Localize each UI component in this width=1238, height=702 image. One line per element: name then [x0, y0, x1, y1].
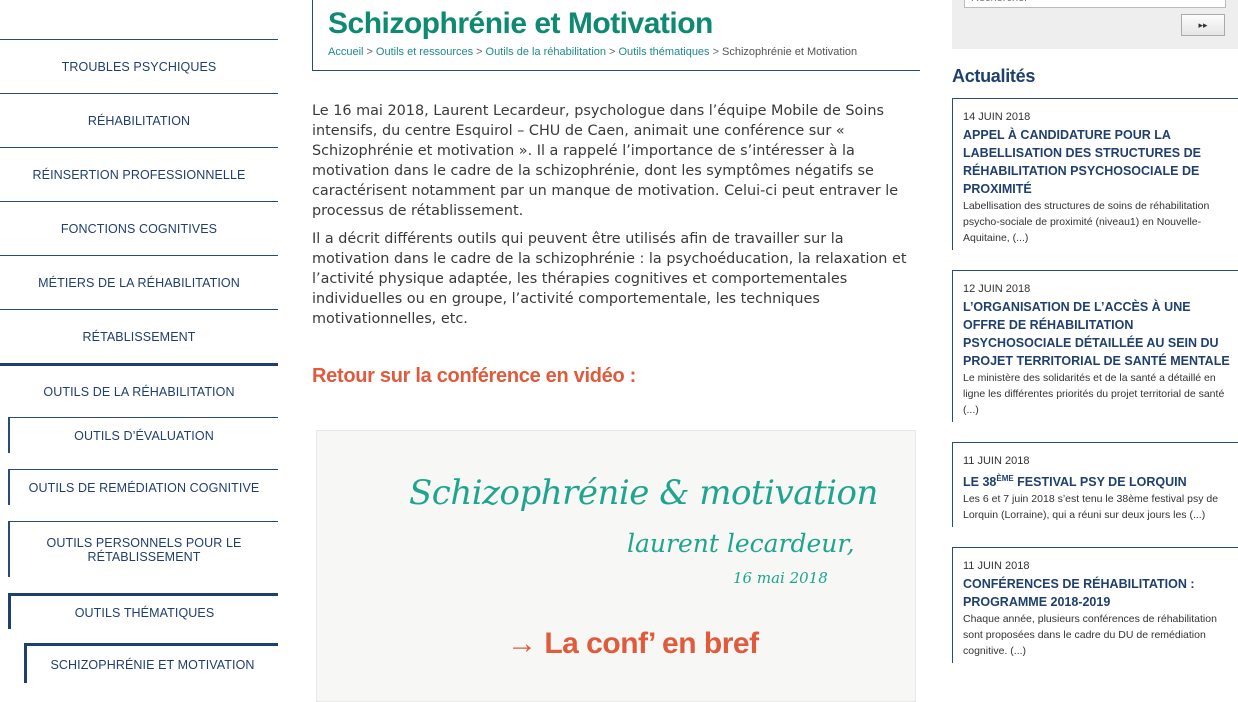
breadcrumb-separator: >: [712, 46, 719, 58]
video-heading: Retour sur la conférence en vidéo :: [312, 365, 637, 387]
video-brief: → La conf’ en bref: [507, 627, 759, 660]
news-title-part: FESTIVAL PSY DE LORQUIN: [1013, 475, 1187, 490]
video-date: 16 mai 2018: [733, 569, 828, 587]
breadcrumb-current: Schizophrénie et Motivation: [722, 46, 858, 58]
news-title-link[interactable]: [963, 470, 1230, 491]
news-date: 11 JUIN 2018: [963, 455, 1030, 467]
sidebar-item-reinsertion-professionnelle[interactable]: RÉINSERTION PROFESSIONNELLE: [0, 147, 278, 201]
breadcrumb-separator: >: [366, 46, 373, 58]
news-list: [952, 98, 1238, 683]
news-item: [952, 270, 1238, 422]
news-item: [952, 547, 1238, 663]
sidebar-subitem-outils-evaluation[interactable]: OUTILS D’ÉVALUATION: [8, 417, 278, 453]
news-title-link[interactable]: APPEL À CANDIDATURE POUR LA LABELLISATION DES STRUCTURES DE RÉHABILITATION PSYCHOSOCIALE DE PROXIMITÉ: [963, 128, 1201, 196]
breadcrumb-separator: >: [609, 46, 616, 58]
sidebar-subitem-outils-personnels[interactable]: OUTILS PERSONNELS POUR LE RÉTABLISSEMENT: [8, 521, 278, 577]
article-paragraph: Il a décrit différents outils qui peuvent être utilisés afin de travailler sur la motivation dans le cadre de la schizophrénie : la psychoéducation, la relaxation et l’activité physique adaptée, les thérapies cognitives et comportementales individuelles ou en groupe, l’activité comportementale, les techniques motivationnelles, etc.: [312, 231, 907, 327]
sidebar-subitem-outils-thematiques[interactable]: OUTILS THÉMATIQUES: [8, 593, 278, 629]
news-item: [952, 442, 1238, 527]
video-author: laurent lecardeur,: [627, 529, 855, 558]
news-date: 12 JUIN 2018: [963, 283, 1031, 295]
breadcrumb-separator: >: [476, 46, 483, 58]
news-excerpt: Labellisation des structures de soins de réhabilitation psycho-sociale de proximité (niveau1) en Nouvelle-Aquitaine, (...): [963, 200, 1210, 244]
page-title: Schizophrénie et Motivation: [328, 7, 713, 40]
main-content: [312, 0, 920, 660]
sidebar-nav: [0, 39, 278, 683]
news-title-link[interactable]: CONFÉRENCES DE RÉHABILITATION : PROGRAMME 2018-2019: [963, 577, 1195, 610]
page-header: [312, 0, 920, 71]
video-player[interactable]: [316, 430, 916, 702]
sidebar-item-outils-rehabilitation[interactable]: OUTILS DE LA RÉHABILITATION: [0, 363, 278, 417]
breadcrumb-accueil[interactable]: Accueil: [328, 46, 364, 58]
news-item: [952, 98, 1238, 250]
news-excerpt: Chaque année, plusieurs conférences de réhabilitation sont proposées dans le cadre du DU de remédiation cognitive. (...): [963, 613, 1217, 658]
news-title-link[interactable]: L’ORGANISATION DE L’ACCÈS À UNE OFFRE DE RÉHABILITATION PSYCHOSOCIALE DÉTAILLÉE AU SEIN DU PROJET TERRITORIAL DE SANTÉ MENTALE: [963, 300, 1230, 368]
news-excerpt: Les 6 et 7 juin 2018 s’est tenu le 38ème festival psy de Lorquin (Lorraine), qui a réuni sur deux jours les (...): [963, 493, 1219, 522]
news-excerpt: Le ministère des solidarités et de la santé a détaillé en ligne les différentes priorités du projet territorial de santé (...): [963, 372, 1225, 416]
article-paragraph: Le 16 mai 2018, Laurent Lecardeur, psychologue dans l’équipe Mobile de Soins intensifs, du centre Esquirol – CHU de Caen, animait une conférence sur « Schizophrénie et motivation ». Il a rappelé l’importance de s’intéresser à la motivation dans le cadre de la schizophrénie, dont les symptômes négatifs se caractérisent notamment par un manque de motivation. Celui-ci peut entraver le processus de rétablissement.: [312, 103, 899, 219]
sidebar-item-rehabilitation[interactable]: RÉHABILITATION: [0, 93, 278, 147]
sidebar-subitem-outils-remediation[interactable]: OUTILS DE REMÉDIATION COGNITIVE: [8, 469, 278, 505]
news-date: 11 JUIN 2018: [963, 560, 1030, 573]
sidebar-subitem-schizophrenie-motivation[interactable]: SCHIZOPHRÉNIE ET MOTIVATION: [24, 643, 278, 683]
sidebar-item-fonctions-cognitives[interactable]: FONCTIONS COGNITIVES: [0, 201, 278, 255]
article-body: [312, 101, 920, 329]
search-submit-button[interactable]: ▸▸: [1181, 14, 1225, 36]
news-heading: Actualités: [952, 66, 1036, 86]
breadcrumb-outils-ressources[interactable]: Outils et ressources: [375, 46, 474, 58]
news-date: 14 JUIN 2018: [963, 111, 1031, 123]
breadcrumb-outils-thematiques[interactable]: Outils thématiques: [618, 46, 710, 58]
sidebar-item-troubles-psychiques[interactable]: TROUBLES PSYCHIQUES: [0, 39, 278, 93]
search-input[interactable]: [964, 0, 1226, 8]
news-title-part: LE 38: [963, 475, 997, 490]
breadcrumb-outils-rehabilitation[interactable]: Outils de la réhabilitation: [485, 46, 607, 58]
sidebar-item-retablissement[interactable]: RÉTABLISSEMENT: [0, 309, 278, 363]
search-panel: [952, 0, 1238, 49]
news-title-superscript: ÈME: [996, 474, 1014, 483]
breadcrumb: [328, 46, 920, 58]
sidebar-item-metiers[interactable]: MÉTIERS DE LA RÉHABILITATION: [0, 255, 278, 309]
video-title: Schizophrénie & motivation: [409, 473, 878, 513]
